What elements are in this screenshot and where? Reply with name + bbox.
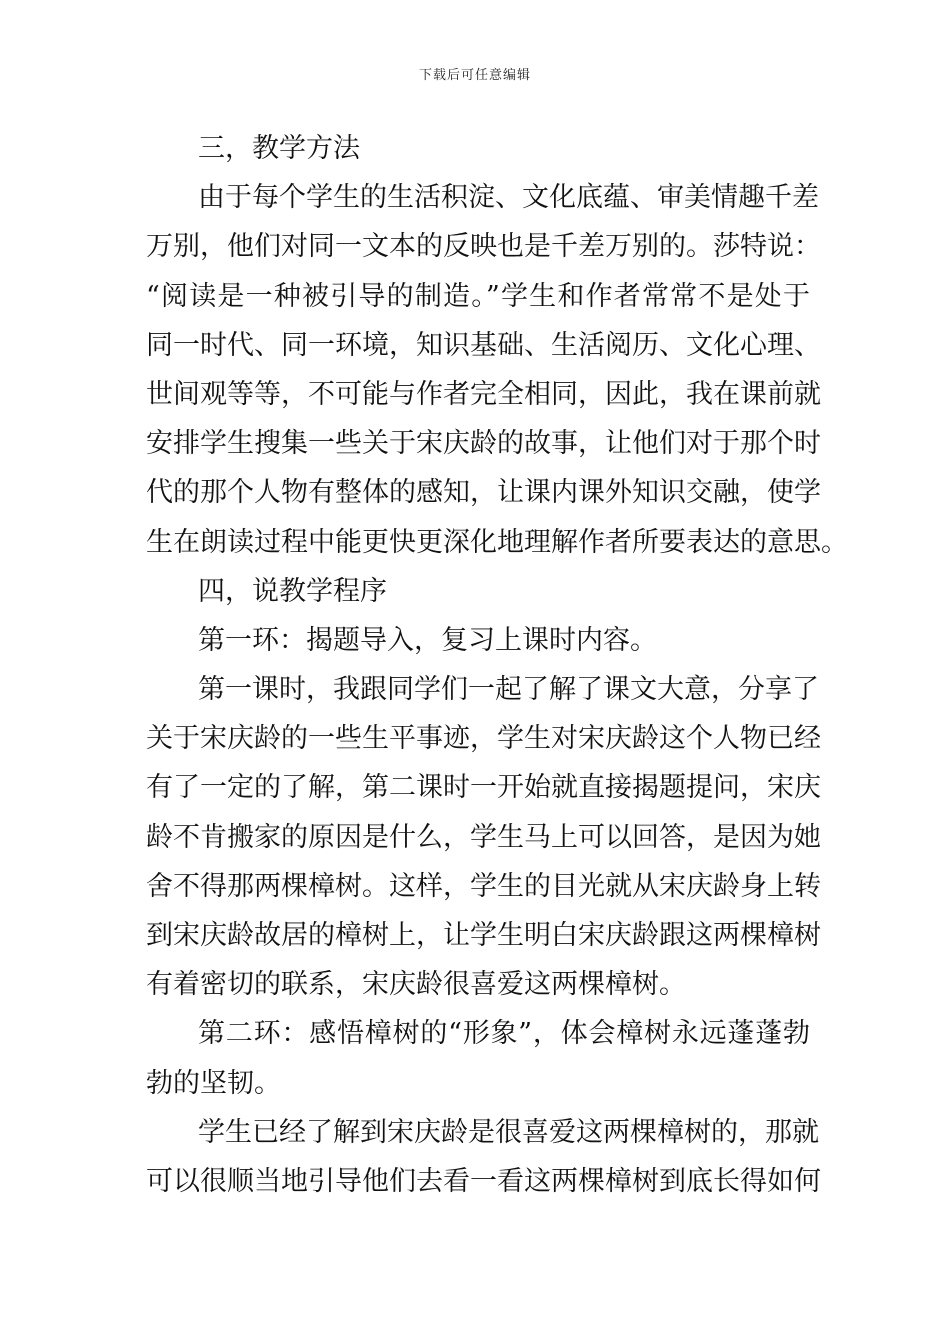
text-line: “阅读是一种被引导的制造。”学生和作者常常不是处于 [146,280,810,312]
text-line: 可以很顺当地引导他们去看一看这两棵樟树到底长得如何 [146,1165,821,1197]
text-line: 三，教学方法 [198,133,360,164]
text-line: 有了一定的了解，第二课时一开始就直接揭题提问，宋庆 [146,772,821,804]
text-line: 世间观等等，不可能与作者完全相同，因此，我在课前就 [146,378,821,410]
text-line: 龄不肯搬家的原因是什么，学生马上可以回答，是因为她 [146,821,821,853]
document-body [146,124,848,1206]
text-line: 有着密切的联系，宋庆龄很喜爱这两棵樟树。 [146,969,686,1001]
text-line: 学生已经了解到宋庆龄是很喜爱这两棵樟树的，那就 [198,1116,819,1148]
text-line: 到宋庆龄故居的樟树上，让学生明白宋庆龄跟这两棵樟树 [146,920,821,951]
text-line: 同一时代、同一环境，知识基础、生活阅历、文化心理、 [146,329,821,361]
text-line: 由于每个学生的生活积淀、文化底蕴、审美情趣千差 [198,182,819,214]
text-line: 安排学生搜集一些关于宋庆龄的故事，让他们对于那个时 [146,428,821,460]
text-line: 第一课时，我跟同学们一起了解了课文大意，分享了 [198,674,819,706]
text-line: 关于宋庆龄的一些生平事迹，学生对宋庆龄这个人物已经 [146,723,821,755]
text-line: 万别，他们对同一文本的反映也是千差万别的。莎特说： [146,231,821,263]
page-header: 下载后可任意编辑 [418,68,531,83]
text-line: 代的那个人物有整体的感知，让课内课外知识交融，使学 [146,477,821,509]
text-line: 第二环：感悟樟树的“形象”，体会樟树永远蓬蓬勃 [198,1018,810,1050]
text-line: 生在朗读过程中能更快更深化地理解作者所要表达的意思。 [146,526,848,558]
text-line: 四，说教学程序 [198,575,387,607]
text-line: 舍不得那两棵樟树。这样，学生的目光就从宋庆龄身上转 [146,870,821,902]
text-line: 第一环：揭题导入，复习上课时内容。 [198,624,657,656]
text-line: 勃的坚韧。 [146,1067,281,1099]
